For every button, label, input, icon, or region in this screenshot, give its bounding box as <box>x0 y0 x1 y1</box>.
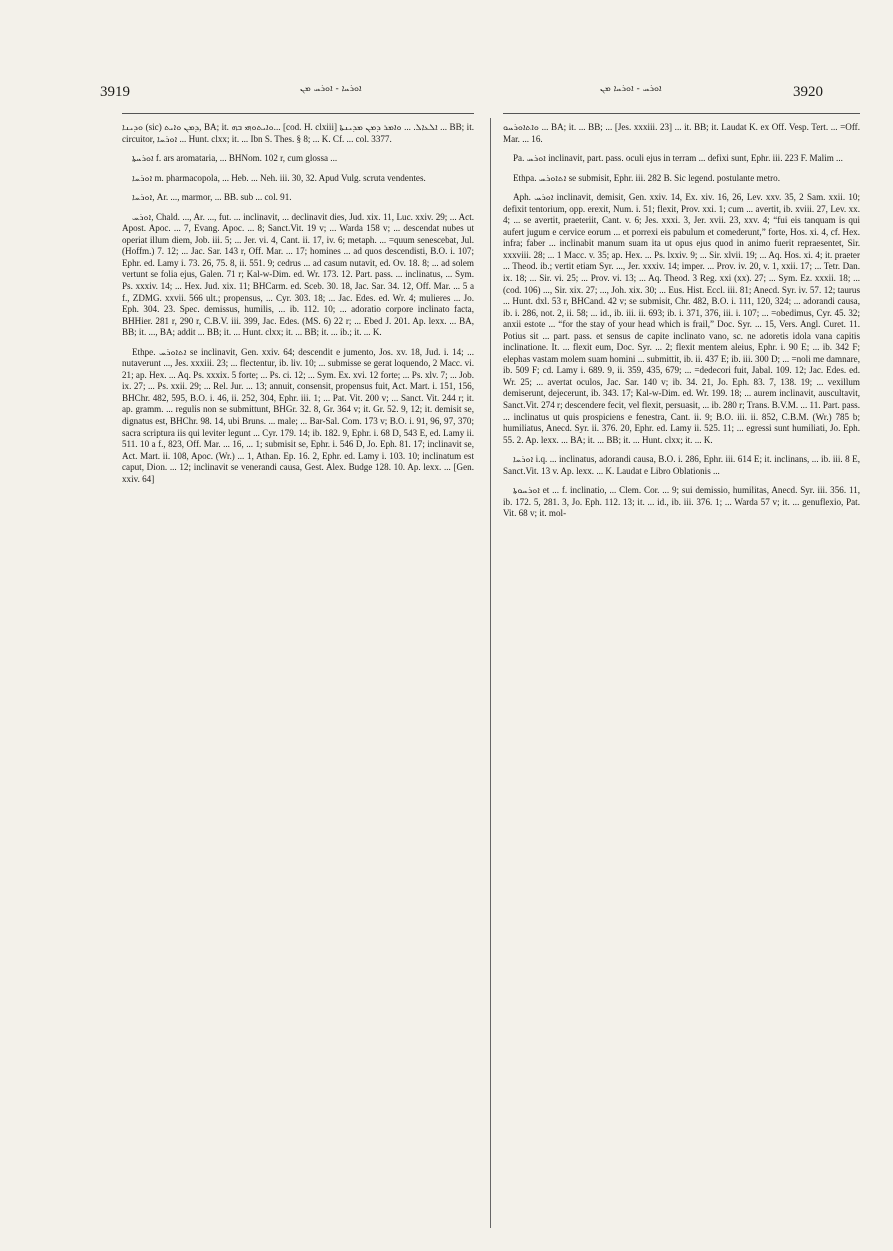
right-column <box>503 122 860 1232</box>
entry-paragraph: ܐܘܪܚܐ m. pharmacopola, ... Heb. ... Neh. iii. 30, 32. Apud Vulg. scruta vendentes. <box>132 172 426 183</box>
entry-paragraph: ܐܘܪܚ, Chald. ..., Ar. ..., fut. ... inclinavit, ... declinavit dies, Jud. xix. 11, Luc. xxiv. 29; ... Act. Apost. Apoc. ... 7, Evang. Apoc. ... 8; Sanct.Vit. 19 v; ... Warda 158 v; ... descendat nubes ut operiat illum diem, Job. iii. 5; ... Jer. vi. 4, Cant. ii. 17, iv. 6; metaph. ... =quum senescebat, Jul. (Hoffm.) 7. 12; ... Jac. Sar. 143 r, Off. Mar. ... 17; homines ... ad quos descendisti, B.O. i. 107; Ephr. ed. Lamy i. 73. 26, 75. 8, ii. 551. 9; cedrus ... ad casum nutavit, ed. Ov. 18. 8; ... ad solem vertunt se folia ejus, Galen. 71 r; Kal-w-Dim. ed. Wr. 173. 12. Part. pass. ... inclinatus, ... Sym. Ps. xxxiv. 14; ... Hex. Jud. xix. 11; BHCarm. ed. Sceb. 30. 18, Jac. Sar. 34. 12, Off. Mar. ... 5 a f., ZDMG. xxvii. 566 ult.; propensus, ... Cyr. 303. 18; ... Jac. Edes. ed. Wr. 4; mulieres ... Jo. Eph. 304. 23. Spec. demissus, humilis, ... ib. 112. 10; ... adoratio corpore inclinato facta, BHHier. 281 r, 290 r, C.B.V. iii. 399, Jac. Edes. (MS. 6) 22 r; ... Ebed J. 201. Ap. lexx. ... BA, BB; it. ..., BA; addit ... BB; it. ... Hunt. clxx; it. ... BB; it. ... ib.; it. ... K. <box>122 211 474 338</box>
entry-paragraph: Pa. ܐܘܪܚ inclinavit, part. pass. oculi ejus in terram ... defixi sunt, Ephr. iii. 223 F. Malim ... <box>513 153 843 164</box>
entry-paragraph: ܐܘܪܚܐ i.q. ... inclinatus, adorandi causa, B.O. i. 286, Ephr. iii. 614 E; it. inclinans, ... ib. iii. 8 E, Sanct.Vit. 13 v. Ap. lexx. ... K. Laudat e Libro Oblationis ... <box>503 454 860 476</box>
page-number-right: 3920 <box>793 84 823 100</box>
column-divider <box>490 118 491 1228</box>
entry-paragraph: ܐܘܪܚܬܐ f. ars aromataria, ... BHNom. 102 r, cum glossa ... <box>132 153 338 164</box>
entry-paragraph: ܐܘܪܚܐ, Ar. ..., marmor, ... BB. sub ... col. 91. <box>132 192 292 203</box>
entry-paragraph: Ethpe. ܐܬܐܘܪܚ se inclinavit, Gen. xxiv. 64; descendit e jumento, Jos. xv. 18, Jud. i. 14; ... nutaverunt ..., Jes. xxxiii. 23; ... flectentur, ib. liv. 10; ... submisse se gerat loquendo, 2 Macc. vi. 21; ap. Hex. ... Aq. Ps. xxxix. 5 forte; ... Ps. ci. 12; ... Sym. Ex. xvi. 12 forte; ... Ps. xlv. 7; ... Job. ix. 27; ... Ps. xxii. 29; ... Rel. Jur. ... 13; annuit, consensit, propensus fuit, Act. Mart. i. 151, 156, BHChr. 482, 595, B.O. i. 46, ii. 252, 304, Ephr. iii. 1; ... Pat. Vit. 200 v; ... Sanct. Vit. 244 r; it. ap. gramm. ... regulis non se submittunt, BHGr. 32. 8, Gr. 364 v; it. Gr. 52. 9, 12; it. demisit se, dignatus est, BHChr. 98. 14, ubi Bruns. ... male; ... Bar-Sal. Com. 173 v; B.O. i. 91, 96, 97, 370; sacra scriptura iis qui leviter legunt ... Cyr. 179. 14; ib. 182. 9, Ephr. i. 68 D, 543 E, ed. Lamy ii. 511. 10 a f., 823, Off. Mar. ... 16, ... 1; submisit se, Ephr. i. 546 D, Jo. Eph. 81. 17; inclinavit se, Act. Mart. ii. 108, Apoc. (Wr.) ... 1, Athan. Ep. 16. 2, Ephr. ed. Lamy i. 103. 10; inclinatum est caput, Dion. ... 12; inclinavit se venerandi causa, Gest. Alex. Budge 128. 10. Ap. lexx. ... [Gen. xxiv. 64] <box>122 346 474 484</box>
header-rule-right <box>503 113 860 114</box>
entry-paragraph: Ethpa. ܐܬܐܘܪܚ se submisit, Ephr. iii. 282 B. Sic legend. postulante metro. <box>513 172 780 183</box>
entry-paragraph: ܘܐܬܐܘܪܚܘ ... BA; it. ... BB; ... [Jes. xxxiii. 23] ... it. BB; it. Laudat K. ex Off. Vesp. Tert. ... =Off. Mar. ... 16. <box>503 122 860 144</box>
running-title-left: ܐܘܪܚܐ - ܐܘܪܚ ܡܢ <box>300 84 362 94</box>
running-title-right: ܐܘܪܚ - ܐܘܪܚܐ ܡܢ <box>600 84 662 94</box>
left-column <box>122 122 474 1232</box>
entry-paragraph: ܘܕܝܢܐ (sic) ܕܡܢ ܘܐܝܬ, BA; it. ܘܐܝܬܘܗܝ ܒܗ... [cod. H. clxiii] ܐܠܥܐܠ. ... ܘܐܡܪ ܕܡܢ ܡܕܝܢܬܐ ... BB; it. circuitor, ܐܘܪܚܐ ... Hunt. clxx; it. ... Ibn S. Thes. § 8; ... K. Cf. ... col. 3377. <box>122 122 474 144</box>
entry-paragraph: ܐܘܪܚܘܬܐ et ... f. inclinatio, ... Clem. Cor. ... 9; sui demissio, humilitas, Anecd. Syr. iii. 356. 11, ib. 172. 5, 281. 3, Jo. Eph. 112. 13; it. ... id., ib. iii. 376. 1; ... Warda 57 v; it. ... genuflexio, Pat. Vit. 68 v; it. mol- <box>503 485 860 519</box>
page-number-left: 3919 <box>100 84 130 100</box>
entry-paragraph: Aph. ܐܘܪܚ inclinavit, demisit, Gen. xxiv. 14, Ex. xiv. 16, 26, Lev. xxv. 35, 2 Sam. xxii. 10; defixit tentorium, opp. erexit, Num. i. 51; flexit, Prov. xxi. 1; cum ... avertit, ib. xviii. 27, Lev. xx. 4; ... se avertit, praeteriit, Cant. v. 6; Jes. xxxi. 3, Jer. xvii. 23, xxv. 4; “fui eis tanquam is qui aufert jugum e cervice eorum ... et porrexi eis pabulum et comederunt,” forte, Hos. xi. 4, cf. Hex. infra; faber ... inclinabit manum suam ita ut opus ejus quod in animo fuerit repraesentet, Sir. xxxviii. 28; ... 1 Macc. v. 35; ap. Hex. ... Ps. lxxiv. 9; ... Sir. xlvii. 19; ... Aq. Hos. xi. 4; it. praeter ... Theod. ib.; vertit etiam Syr. ..., Jer. xxxiv. 14; imper. ... Prov. iv. 20, v. 1, xxii. 17; ... Tetr. Dan. ix. 18; ... Sir. vi. 25; ... Prov. vi. 13; ... Aq. Theod. 3 Reg. xxi (xx). 27; ... Sym. Ez. xxxii. 18; ... (cod. 106) ..., Sir. xix. 27; ..., Joh. xix. 30; ... Eus. Hist. Eccl. iii. 81; Anecd. Syr. iv. 57. 12; taurus ... Hunt. dxl. 53 r, BHCand. 42 v; se submisit, Chr. 482, B.O. i. 111, 120, 324; ... adorandi causa, ib. i. 286, not. 2, ii. 58; ... id., ib. iii. ii. 693; ib. i. 371, 376, iii. i. 107; ... =obedimus, Cyr. 45. 32; anxii estote ... “for the stay of your head which is frail,” Doc. Syr. ... 15, Vers. Angl. Curet. 11. Potius sit ... part. pass. et sensus de capite inclinato vano, sc. ne adoretis idola vana capitis inclinatione. It. ... flexit eum, Doc. Syr. ... 2; flexit mentem aleius, Ephr. i. 90 E; ... ib. 342 F; elephas vastam molem suam homini ... submittit, ib. ii. 437 E; ib. iii. 300 D; ... =noli me damnare, ib. 509 F; cd. Lamy i. 689. 9, ii. 359, 435, 679; ... =dedecori fuit, Jabal. 109. 12; Jac. Edes. ed. Wr. 25; ... avertat oculos, Jac. Sar. 140 v; ib. 34. 21, Jo. Eph. 83. 7, 138. 19; ... vexillum demiserunt, dejecerunt, ib. 343. 17; Kal-w-Dim. ed. Wr. 199. 18; ... aurem inclinavit, auscultavit, Sanct.Vit. 274 r; descendere fecit, vel flexit, persuasit, ... ib. 280 r; Trans. B.V.M. ... 11. Part. pass. ... inclinatus ut quis prospiciens e fenestra, Cant. ii. 9; B.O. iii. ii. 852, C.B.M. (Wr.) 785 b; humiliatus, Anecd. Syr. ii. 376. 20, Ephr. ed. Lamy ii. 525. 11; ... egressi sunt humiliati, Jo. Eph. 55. 2. Ap. lexx. ... BA; it. ... BB; it. ... Hunt. clxx; it. ... K. <box>503 192 860 445</box>
header-rule-left <box>122 113 474 114</box>
